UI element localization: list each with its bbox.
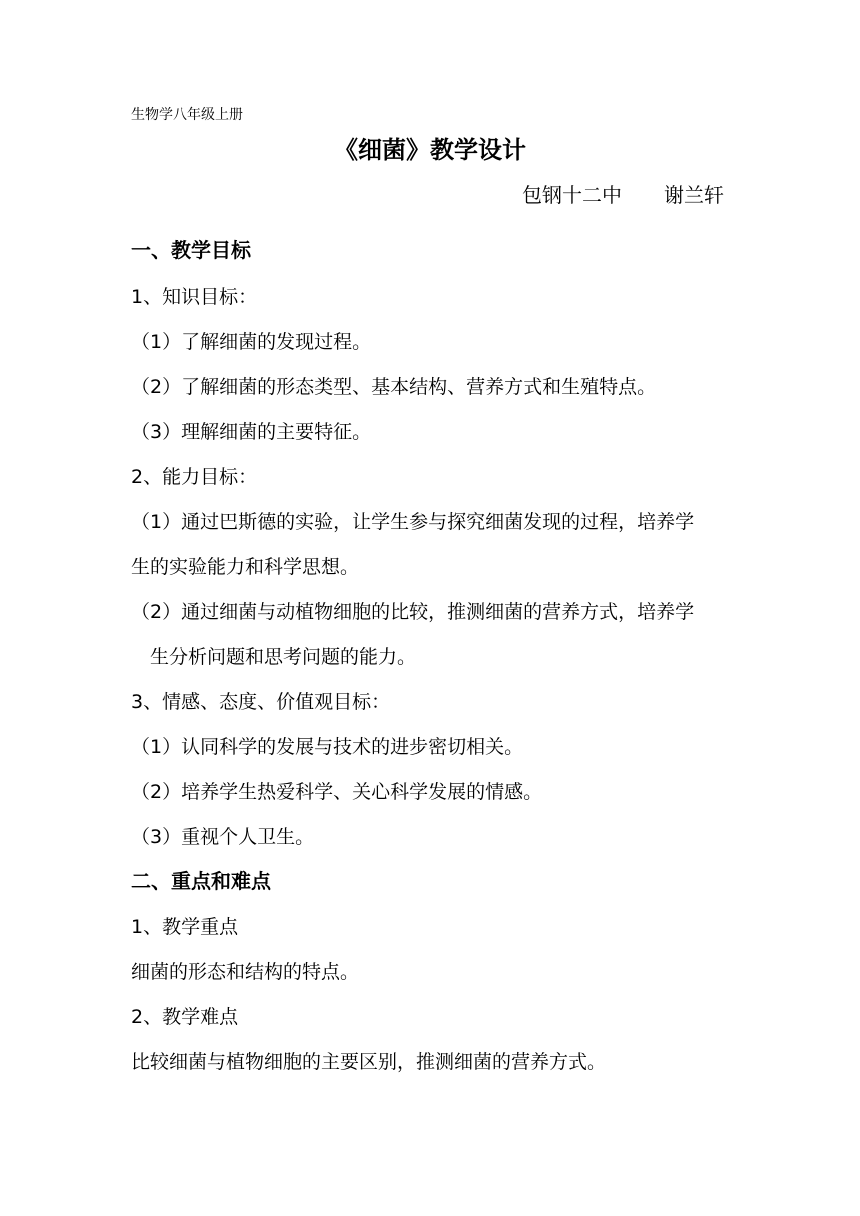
section-heading-key-points: 二、重点和难点 [131, 869, 271, 893]
emotion-objective-item: （3）重视个人卫生。 [131, 826, 315, 848]
ability-objective-item-continued: 生分析问题和思考问题的能力。 [150, 646, 417, 668]
knowledge-objective-item: （2）了解细菌的形态类型、基本结构、营养方式和生殖特点。 [131, 376, 657, 398]
knowledge-objective-item: （3）理解细菌的主要特征。 [131, 421, 372, 443]
ability-objective-item: （1）通过巴斯德的实验，让学生参与探究细菌发现的过程，培养学 [131, 511, 695, 533]
knowledge-objectives-label: 1、知识目标： [131, 286, 258, 308]
course-label: 生物学八年级上册 [131, 107, 243, 123]
key-point-label: 1、教学重点 [131, 916, 239, 938]
emotion-objective-item: （2）培养学生热爱科学、关心科学发展的情感。 [131, 781, 543, 803]
ability-objective-item: （2）通过细菌与动植物细胞的比较，推测细菌的营养方式，培养学 [131, 601, 695, 623]
difficult-point-text: 比较细菌与植物细胞的主要区别，推测细菌的营养方式。 [131, 1051, 607, 1073]
ability-objective-item-continued: 生的实验能力和科学思想。 [131, 556, 360, 578]
section-heading-objectives: 一、教学目标 [131, 238, 251, 262]
knowledge-objective-item: （1）了解细菌的发现过程。 [131, 331, 372, 353]
ability-objectives-label: 2、能力目标： [131, 466, 258, 488]
school-name: 包钢十二中 [522, 183, 622, 207]
emotion-objective-item: （1）认同科学的发展与技术的进步密切相关。 [131, 736, 524, 758]
document-title: 《细菌》教学设计 [334, 136, 526, 164]
author-line [522, 181, 724, 209]
emotion-objectives-label: 3、情感、态度、价值观目标： [131, 691, 391, 713]
difficult-point-label: 2、教学难点 [131, 1006, 239, 1028]
author-name: 谢兰轩 [664, 183, 724, 207]
key-point-text: 细菌的形态和结构的特点。 [131, 961, 360, 983]
